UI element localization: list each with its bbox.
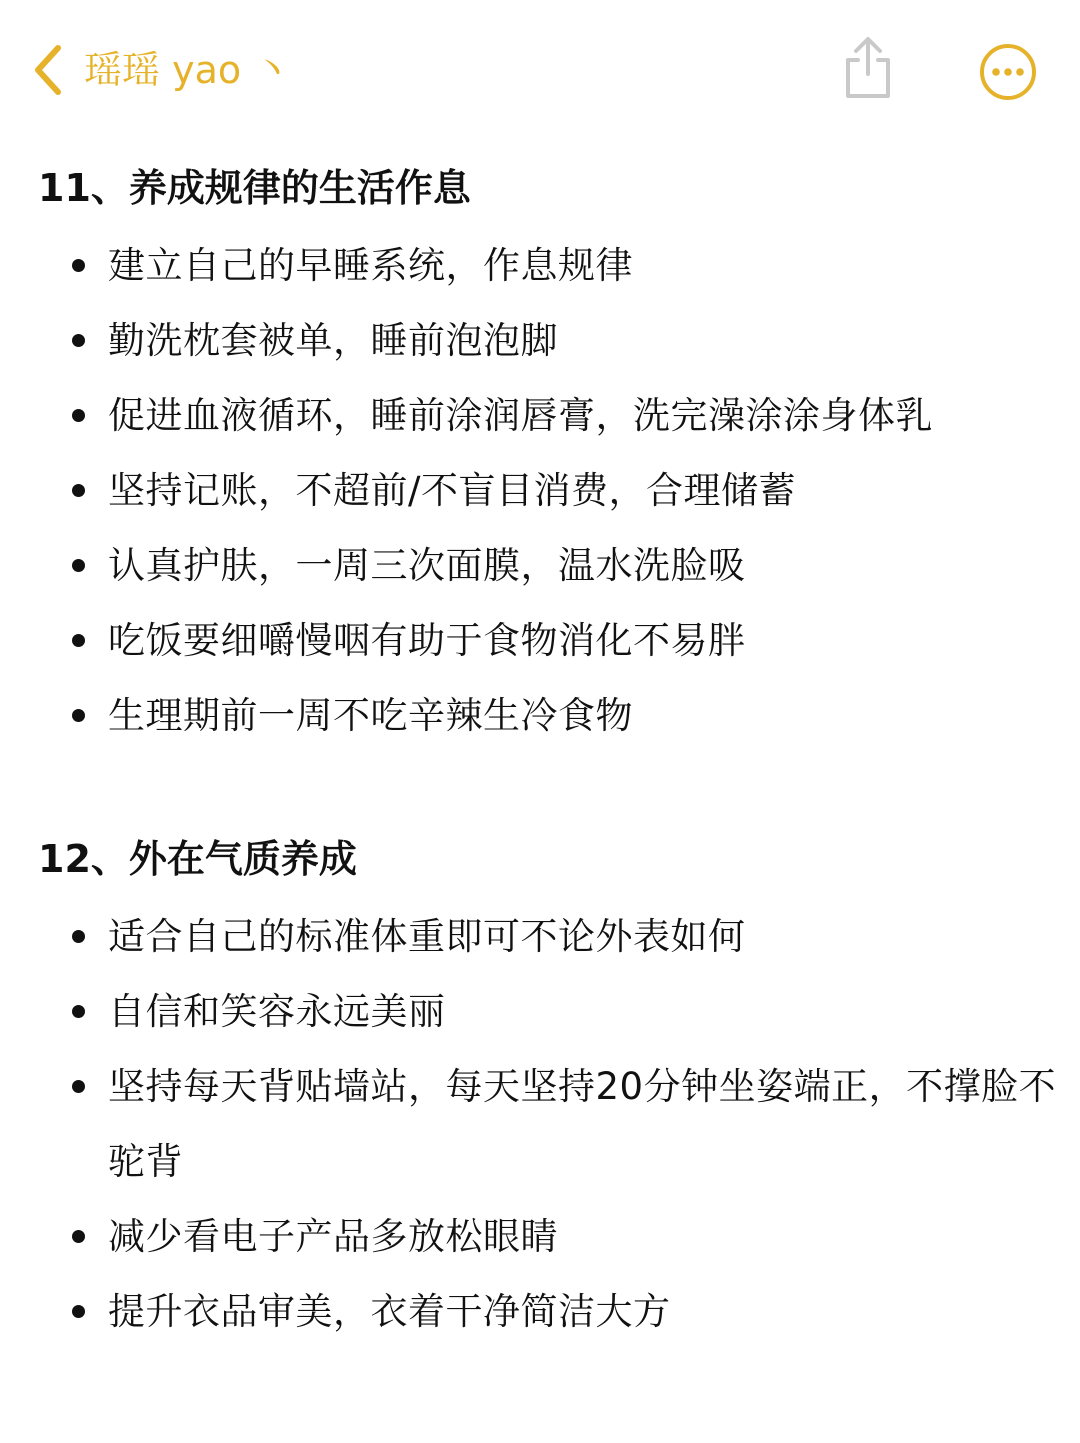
bullet-icon (72, 1005, 85, 1018)
list-item (38, 453, 1058, 528)
bullet-icon (72, 1230, 85, 1243)
list-item-text: 勤洗枕套被单，睡前泡泡脚 (108, 319, 558, 362)
list-item-text: 生理期前一周不吃辛辣生冷食物 (108, 694, 633, 737)
list-item (38, 303, 1058, 378)
bullet-icon (72, 634, 85, 647)
list-item-text: 坚持记账，不超前/不盲目消费，合理储蓄 (108, 469, 796, 512)
more-icon[interactable] (978, 42, 1038, 102)
bullet-icon (72, 1080, 85, 1093)
bullet-icon (72, 334, 85, 347)
bullet-icon (72, 409, 85, 422)
list-item (38, 378, 1058, 453)
section-title: 12、外在气质养成 (38, 837, 357, 881)
list-item-text: 建立自己的早睡系统，作息规律 (108, 244, 633, 287)
list-item-text: 自信和笑容永远美丽 (108, 990, 446, 1033)
list-item (38, 528, 1058, 603)
bullet-icon (72, 930, 85, 943)
bullet-icon (72, 259, 85, 272)
list-item (38, 1199, 1058, 1274)
list-item-text: 提升衣品审美，衣着干净简洁大方 (108, 1290, 671, 1333)
back-label: 瑶瑶 yao 丶 (84, 48, 292, 92)
section-title: 11、养成规律的生活作息 (38, 166, 471, 210)
bullet-icon (72, 709, 85, 722)
section-spacer (38, 753, 1058, 831)
list-item-text: 减少看电子产品多放松眼睛 (108, 1215, 558, 1258)
list-item (38, 603, 1058, 678)
back-button[interactable] (28, 40, 291, 100)
bullet-icon (72, 1305, 85, 1318)
list-item-text: 认真护肤，一周三次面膜，温水洗脸吸 (108, 544, 746, 587)
list-item (38, 974, 1058, 1049)
list-item (38, 678, 1058, 753)
list-item (38, 1049, 1058, 1199)
list-item (38, 1274, 1058, 1349)
list-item (38, 228, 1058, 303)
list-item-text: 促进血液循环，睡前涂润唇膏，洗完澡涂涂身体乳 (108, 394, 933, 437)
bullet-list (38, 228, 1058, 753)
list-item-text: 坚持每天背贴墙站，每天坚持20分钟坐姿端正，不撑脸不驼背 (108, 1065, 1057, 1183)
bullet-icon (72, 484, 85, 497)
bullet-list (38, 899, 1058, 1349)
bullet-icon (72, 559, 85, 572)
list-item-text: 吃饭要细嚼慢咽有助于食物消化不易胖 (108, 619, 746, 662)
top-navigation-bar (0, 0, 1080, 140)
note-content (38, 160, 1058, 1349)
share-icon[interactable] (838, 34, 898, 104)
list-item-text: 适合自己的标准体重即可不论外表如何 (108, 915, 746, 958)
list-item (38, 899, 1058, 974)
chevron-left-icon (28, 40, 68, 100)
